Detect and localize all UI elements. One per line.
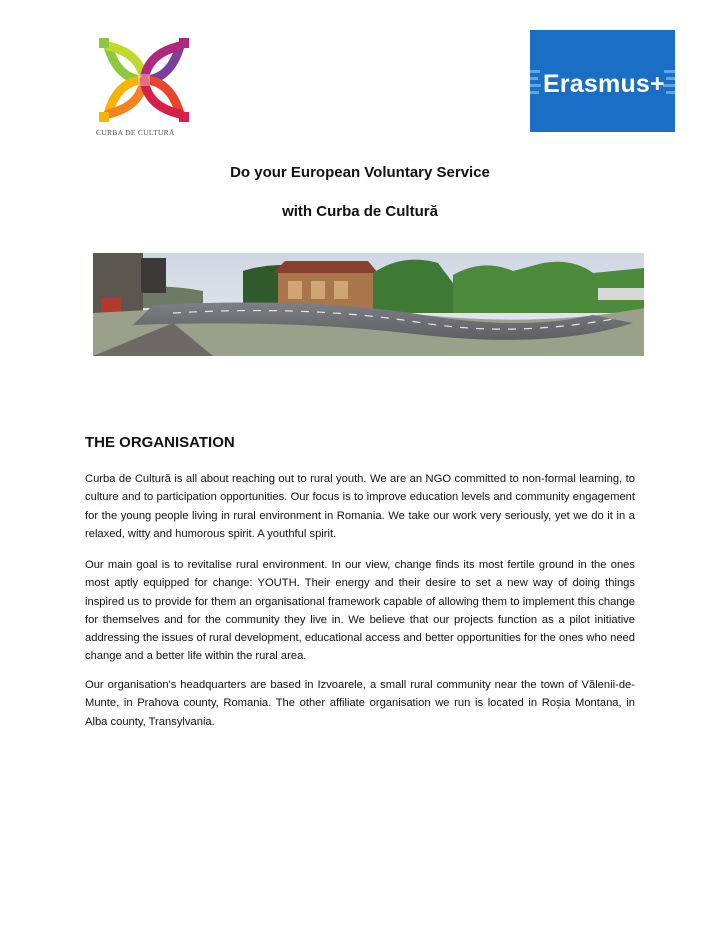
erasmus-plus-logo [530,30,675,132]
curba-de-cultura-logo-icon [94,34,194,126]
title-line-1: Do your European Voluntary Service [230,164,490,181]
erasmus-wordmark: Erasmus+ [543,70,665,98]
village-road-photo [93,253,644,356]
logo-caption: CURBA DE CULTURĂ [96,128,175,137]
paragraph-intro: Curba de Cultură is all about reaching out to rural youth. We are an NGO committed to non-formal learning, to culture and to participation opportunities. Our focus is to improve education levels and community engagement for the young people living in rural environment in Romania. We take our work very seriously, yet we do it in a relaxed, witty and humorous spirit. A youthful spirit. [85,473,635,540]
title-line-2: with Curba de Cultură [282,203,438,220]
paragraph-headquarters: Our organisation's headquarters are based in Izvoarele, a small rural community near the town of Vălenii-de-Munte, in Prahova county, Romania. The other affiliate organisation we run is located in Roșia Montana, in Alba county, Transylvania. [85,679,635,728]
paragraph-goal: Our main goal is to revitalise rural environment. In our view, change finds its most fertile ground in the ones most aptly equipped for change: YOUTH. Their energy and their desire to set a new way of doing things inspired us to provide for them an organisational framework capable of allowing them to implement this change for themselves and for the community they live in. We believe that our projects function as a pilot initiative addressing the issues of rural development, educational access and better opportunities for the ones who need change and a better life within the rural area. [85,559,635,663]
curba-de-cultura-logo [94,34,194,144]
section-heading: THE ORGANISATION [85,434,235,451]
